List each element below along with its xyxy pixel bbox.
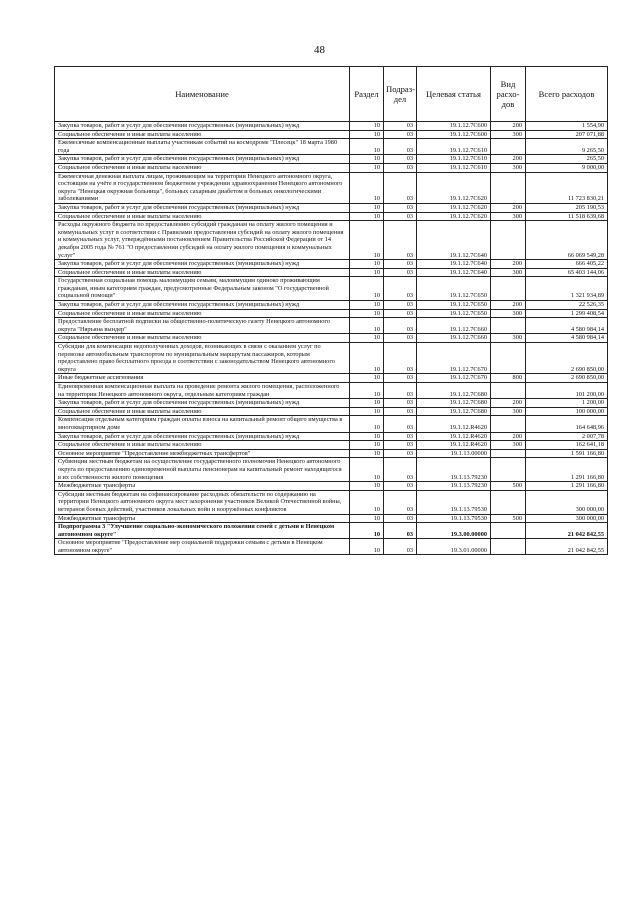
row-type: 300 xyxy=(491,309,526,318)
table-row xyxy=(55,130,608,139)
row-section: 10 xyxy=(350,172,384,203)
page-number: 48 xyxy=(314,44,325,56)
row-type: 300 xyxy=(491,212,526,221)
row-subsection: 03 xyxy=(384,374,417,383)
row-total: 65 403 144,06 xyxy=(526,268,608,277)
row-target: 19.1.12.7С670 xyxy=(417,343,491,374)
row-name: Закупка товаров, работ и услуг для обеспечения государственных (муниципальных) нужд xyxy=(55,301,350,310)
row-type: 300 xyxy=(491,130,526,139)
row-name: Закупка товаров, работ и услуг для обеспечения государственных (муниципальных) нужд xyxy=(55,432,350,441)
row-type xyxy=(491,139,526,155)
budget-table xyxy=(54,66,608,555)
row-section: 10 xyxy=(350,374,384,383)
row-section: 10 xyxy=(350,309,384,318)
row-subsection: 03 xyxy=(384,277,417,301)
row-target: 19.1.12.7С610 xyxy=(417,163,491,172)
row-target: 19.1.12.7С620 xyxy=(417,172,491,203)
table-row xyxy=(55,449,608,458)
row-subsection: 03 xyxy=(384,383,417,399)
row-total: 300 000,00 xyxy=(526,514,608,523)
row-subsection: 03 xyxy=(384,318,417,334)
row-name: Социальное обеспечение и иные выплаты населению xyxy=(55,441,350,450)
row-target: 19.1.12.R4620 xyxy=(417,441,491,450)
row-subsection: 03 xyxy=(384,539,417,555)
table-row xyxy=(55,301,608,310)
table-row xyxy=(55,539,608,555)
row-section: 10 xyxy=(350,203,384,212)
row-type: 200 xyxy=(491,301,526,310)
table-row xyxy=(55,441,608,450)
table-row xyxy=(55,268,608,277)
row-subsection: 03 xyxy=(384,441,417,450)
row-subsection: 03 xyxy=(384,449,417,458)
row-total: 11 723 830,21 xyxy=(526,172,608,203)
row-name: Закупка товаров, работ и услуг для обеспечения государственных (муниципальных) нужд xyxy=(55,203,350,212)
row-target: 19.1.12.7С610 xyxy=(417,139,491,155)
table-row xyxy=(55,334,608,343)
row-total: 4 580 984,14 xyxy=(526,318,608,334)
row-name: Закупка товаров, работ и услуг для обеспечения государственных (муниципальных) нужд xyxy=(55,399,350,408)
row-target: 19.1.12.7С670 xyxy=(417,374,491,383)
row-target: 19.1.13.79230 xyxy=(417,458,491,482)
row-subsection: 03 xyxy=(384,221,417,260)
row-section: 10 xyxy=(350,163,384,172)
row-name: Ежемесячные компенсационные выплаты участникам событий на космодроме "Плесецк" 18 марта 1980 года xyxy=(55,139,350,155)
header-total: Всего расходов xyxy=(526,67,608,122)
table-row xyxy=(55,374,608,383)
header-section: Раздел xyxy=(350,67,384,122)
row-target: 19.1.12.7С650 xyxy=(417,277,491,301)
row-type xyxy=(491,221,526,260)
header-type: Вид расхо-дов xyxy=(491,67,526,122)
row-type: 500 xyxy=(491,514,526,523)
row-total: 101 200,00 xyxy=(526,383,608,399)
row-total: 162 641,18 xyxy=(526,441,608,450)
table-row xyxy=(55,490,608,514)
row-section: 10 xyxy=(350,449,384,458)
table-body xyxy=(55,122,608,555)
header-subsection: Подраз-дел xyxy=(384,67,417,122)
row-section: 10 xyxy=(350,212,384,221)
row-section: 10 xyxy=(350,155,384,164)
row-total: 1 299 408,54 xyxy=(526,309,608,318)
row-total: 66 069 549,28 xyxy=(526,221,608,260)
row-name: Иные бюджетные ассигнования xyxy=(55,374,350,383)
row-target: 19.1.12.7С620 xyxy=(417,203,491,212)
row-total: 2 690 850,00 xyxy=(526,374,608,383)
table-row xyxy=(55,203,608,212)
row-type xyxy=(491,523,526,539)
row-target: 19.1.12.7С610 xyxy=(417,155,491,164)
row-target: 19.1.12.7С640 xyxy=(417,221,491,260)
row-total: 2 690 850,00 xyxy=(526,343,608,374)
row-target: 19.1.12.7С660 xyxy=(417,334,491,343)
row-target: 19.1.12.7С600 xyxy=(417,130,491,139)
row-subsection: 03 xyxy=(384,268,417,277)
row-section: 10 xyxy=(350,416,384,432)
row-name: Предоставление бесплатной подписки на общественно-политическую газету Ненецкого автономного округа "Няръяна вындер" xyxy=(55,318,350,334)
row-name: Государственная социальная помощь малоимущим семьям, малоимущим одиноко проживающим гражданам, иным категориям граждан, предусмотренные Федеральным законом "О государственной социальной помощи" xyxy=(55,277,350,301)
row-total: 100 000,00 xyxy=(526,407,608,416)
row-name: Ежемесячная денежная выплата лицам, проживающим на территории Ненецкого автономного округа, состоящим на учёте в государственном бюджетном учреждении здравоохранения Ненецкого автономного округа "Ненецкая окружная больница", больных сахарным диабетом и больных онкологическими заболеваниями xyxy=(55,172,350,203)
row-total: 22 526,35 xyxy=(526,301,608,310)
row-type: 300 xyxy=(491,407,526,416)
row-section: 10 xyxy=(350,383,384,399)
table-row xyxy=(55,155,608,164)
row-section: 10 xyxy=(350,432,384,441)
row-total: 9 000,00 xyxy=(526,163,608,172)
row-name: Социальное обеспечение и иные выплаты населению xyxy=(55,130,350,139)
table-row xyxy=(55,432,608,441)
row-target: 19.1.12.7С620 xyxy=(417,212,491,221)
row-subsection: 03 xyxy=(384,482,417,491)
row-total: 21 042 842,55 xyxy=(526,523,608,539)
row-subsection: 03 xyxy=(384,301,417,310)
row-section: 10 xyxy=(350,539,384,555)
table-row xyxy=(55,383,608,399)
row-type xyxy=(491,277,526,301)
row-section: 10 xyxy=(350,334,384,343)
table-row xyxy=(55,212,608,221)
row-subsection: 03 xyxy=(384,163,417,172)
row-subsection: 03 xyxy=(384,458,417,482)
row-subsection: 03 xyxy=(384,130,417,139)
row-name: Социальное обеспечение и иные выплаты населению xyxy=(55,407,350,416)
header-name: Наименование xyxy=(55,67,350,122)
table-header-row xyxy=(55,67,608,122)
row-total: 1 291 166,80 xyxy=(526,482,608,491)
row-total: 11 518 639,68 xyxy=(526,212,608,221)
row-section: 10 xyxy=(350,260,384,269)
row-type: 300 xyxy=(491,163,526,172)
row-subsection: 03 xyxy=(384,490,417,514)
row-name: Подпрограмма 3 "Улучшение социально-экономического положения семей с детьми в Ненецком автономном округе" xyxy=(55,523,350,539)
row-type xyxy=(491,318,526,334)
table-row xyxy=(55,163,608,172)
row-type: 800 xyxy=(491,374,526,383)
row-total: 300 000,00 xyxy=(526,490,608,514)
row-target: 19.1.12.7С640 xyxy=(417,260,491,269)
row-type xyxy=(491,539,526,555)
row-name: Субсидии местным бюджетам на софинансирование расходных обязательств по содержанию на территории Ненецкого автономного округа мест захоронения участников Великой Отечественной войны, ветеранов боевых действий, участников локальных войн и вооружённых конфликтов xyxy=(55,490,350,514)
row-subsection: 03 xyxy=(384,309,417,318)
row-name: Межбюджетные трансферты xyxy=(55,482,350,491)
row-name: Социальное обеспечение и иные выплаты населению xyxy=(55,163,350,172)
row-type: 300 xyxy=(491,441,526,450)
row-subsection: 03 xyxy=(384,523,417,539)
row-section: 10 xyxy=(350,277,384,301)
row-target: 19.1.12.7С680 xyxy=(417,383,491,399)
row-target: 19.3.01.00000 xyxy=(417,539,491,555)
row-type xyxy=(491,449,526,458)
row-section: 10 xyxy=(350,441,384,450)
row-subsection: 03 xyxy=(384,334,417,343)
row-target: 19.1.12.7С640 xyxy=(417,268,491,277)
table-row xyxy=(55,514,608,523)
table-row xyxy=(55,458,608,482)
row-subsection: 03 xyxy=(384,122,417,131)
row-subsection: 03 xyxy=(384,155,417,164)
table-row xyxy=(55,343,608,374)
row-name: Закупка товаров, работ и услуг для обеспечения государственных (муниципальных) нужд xyxy=(55,260,350,269)
table-row xyxy=(55,260,608,269)
row-section: 10 xyxy=(350,221,384,260)
header-target: Целевая статья xyxy=(417,67,491,122)
row-subsection: 03 xyxy=(384,399,417,408)
row-target: 19.1.13.00000 xyxy=(417,449,491,458)
row-name: Субвенции местным бюджетам на осуществление государственного полномочия Ненецкого автономного округа по предоставлению единовременной выплаты пенсионерам на капитальный ремонт находящегося в их собственности жилого помещения xyxy=(55,458,350,482)
row-target: 19.1.13.79530 xyxy=(417,514,491,523)
row-total: 205 190,53 xyxy=(526,203,608,212)
table-row xyxy=(55,407,608,416)
row-subsection: 03 xyxy=(384,260,417,269)
row-target: 19.1.12.7С660 xyxy=(417,318,491,334)
row-total: 21 042 842,55 xyxy=(526,539,608,555)
row-name: Компенсация отдельным категориям граждан оплаты взноса на капитальный ремонт общего имущества в многоквартирном доме xyxy=(55,416,350,432)
row-section: 10 xyxy=(350,490,384,514)
row-type xyxy=(491,458,526,482)
row-name: Единовременная компенсационная выплата на проведение ремонта жилого помещения, расположенного на территории Ненецкого автономного округа, отдельным категориям граждан xyxy=(55,383,350,399)
row-section: 10 xyxy=(350,343,384,374)
row-section: 10 xyxy=(350,514,384,523)
row-total: 207 071,88 xyxy=(526,130,608,139)
table-row xyxy=(55,309,608,318)
row-target: 19.1.13.79530 xyxy=(417,490,491,514)
row-name: Закупка товаров, работ и услуг для обеспечения государственных (муниципальных) нужд xyxy=(55,122,350,131)
row-total: 1 200,00 xyxy=(526,399,608,408)
row-section: 10 xyxy=(350,318,384,334)
row-section: 10 xyxy=(350,523,384,539)
row-target: 19.3.00.00000 xyxy=(417,523,491,539)
row-target: 19.1.12.R4620 xyxy=(417,416,491,432)
row-target: 19.1.12.7С680 xyxy=(417,399,491,408)
row-target: 19.1.12.7С650 xyxy=(417,301,491,310)
row-type: 500 xyxy=(491,482,526,491)
row-name: Межбюджетные трансферты xyxy=(55,514,350,523)
row-type: 300 xyxy=(491,268,526,277)
table-row xyxy=(55,523,608,539)
row-name: Расходы окружного бюджета по предоставлению субсидий гражданам на оплату жилого помещения и коммунальных услуг в соответствии с Правилами предоставления субсидий на оплату жилого помещения и коммунальных услуг, утверждёнными постановлением Правительства Российской Федерации от 14 декабря 2005 года № 761 "О предоставлении субсидий на оплату жилого помещения и коммунальных услуг" xyxy=(55,221,350,260)
row-total: 265,50 xyxy=(526,155,608,164)
table-row xyxy=(55,482,608,491)
table-row xyxy=(55,221,608,260)
row-type xyxy=(491,343,526,374)
row-subsection: 03 xyxy=(384,172,417,203)
table-row xyxy=(55,122,608,131)
row-name: Социальное обеспечение и иные выплаты населению xyxy=(55,334,350,343)
row-type: 300 xyxy=(491,334,526,343)
row-total: 1 291 166,80 xyxy=(526,458,608,482)
row-subsection: 03 xyxy=(384,212,417,221)
row-name: Закупка товаров, работ и услуг для обеспечения государственных (муниципальных) нужд xyxy=(55,155,350,164)
row-subsection: 03 xyxy=(384,514,417,523)
row-section: 10 xyxy=(350,268,384,277)
row-type: 200 xyxy=(491,260,526,269)
row-type xyxy=(491,383,526,399)
row-name: Основное мероприятие "Предоставление мер социальной поддержки семьям с детьми в Ненецком автономном округе" xyxy=(55,539,350,555)
row-section: 10 xyxy=(350,399,384,408)
row-subsection: 03 xyxy=(384,139,417,155)
row-target: 19.1.13.79230 xyxy=(417,482,491,491)
row-subsection: 03 xyxy=(384,343,417,374)
row-section: 10 xyxy=(350,139,384,155)
row-subsection: 03 xyxy=(384,432,417,441)
row-name: Социальное обеспечение и иные выплаты населению xyxy=(55,212,350,221)
row-type xyxy=(491,416,526,432)
row-total: 164 648,96 xyxy=(526,416,608,432)
row-type: 200 xyxy=(491,399,526,408)
row-name: Социальное обеспечение и иные выплаты населению xyxy=(55,309,350,318)
row-section: 10 xyxy=(350,122,384,131)
row-total: 4 580 984,14 xyxy=(526,334,608,343)
row-name: Социальное обеспечение и иные выплаты населению xyxy=(55,268,350,277)
row-total: 666 405,22 xyxy=(526,260,608,269)
row-name: Субсидии для компенсации недополученных доходов, возникающих в связи с оказанием услуг по перевозке автомобильным транспортом по муниципальным маршрутам пассажиров, которым предоставлено право бесплатного проезда в соответствии с законодательством Ненецкого автономного округа xyxy=(55,343,350,374)
row-type xyxy=(491,172,526,203)
row-section: 10 xyxy=(350,407,384,416)
row-total: 2 007,78 xyxy=(526,432,608,441)
table-row xyxy=(55,416,608,432)
row-section: 10 xyxy=(350,130,384,139)
row-type: 200 xyxy=(491,203,526,212)
row-section: 10 xyxy=(350,458,384,482)
row-name: Основное мероприятие "Предоставление межбюджетных трансфертов" xyxy=(55,449,350,458)
row-type: 200 xyxy=(491,432,526,441)
row-total: 1 554,90 xyxy=(526,122,608,131)
row-subsection: 03 xyxy=(384,203,417,212)
table-row xyxy=(55,277,608,301)
row-total: 9 265,50 xyxy=(526,139,608,155)
row-section: 10 xyxy=(350,301,384,310)
row-target: 19.1.12.R4620 xyxy=(417,432,491,441)
row-target: 19.1.12.7С600 xyxy=(417,122,491,131)
table-row xyxy=(55,139,608,155)
row-target: 19.1.12.7С650 xyxy=(417,309,491,318)
row-total: 1 321 934,89 xyxy=(526,277,608,301)
table-row xyxy=(55,399,608,408)
row-section: 10 xyxy=(350,482,384,491)
row-type: 200 xyxy=(491,122,526,131)
table-row xyxy=(55,172,608,203)
row-total: 1 591 166,80 xyxy=(526,449,608,458)
table-row xyxy=(55,318,608,334)
row-subsection: 03 xyxy=(384,416,417,432)
row-type: 200 xyxy=(491,155,526,164)
row-type xyxy=(491,490,526,514)
row-target: 19.1.12.7С680 xyxy=(417,407,491,416)
row-subsection: 03 xyxy=(384,407,417,416)
